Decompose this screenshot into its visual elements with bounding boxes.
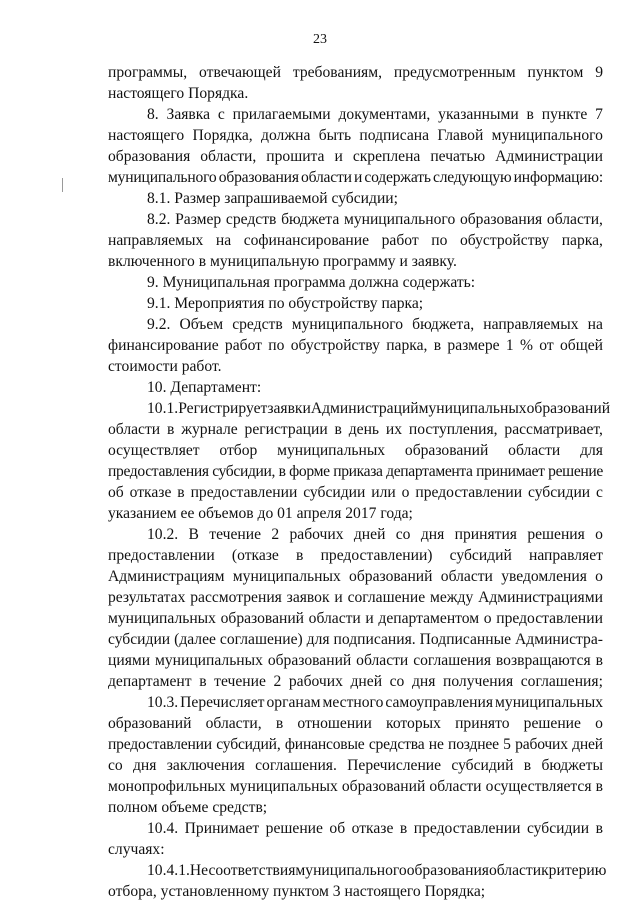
text-line: включенного в муниципальную программу и заявку. xyxy=(108,253,457,270)
text-line: об отказе в предоставлении субсидии или о предоставлении субсидии с xyxy=(108,484,603,501)
text-line: Администрациям муниципальных образований области уведомления о xyxy=(108,568,603,585)
text-line: отбора, установленному пунктом 3 настоящего Порядка; xyxy=(108,883,486,900)
text-line: финансирование работ по обустройству парка, в размере 1 % от общей xyxy=(108,337,603,354)
text-line: настоящего Порядка, должна быть подписана Главой муниципального xyxy=(108,127,603,144)
text-line: 9. Муниципальная программа должна содержать: xyxy=(147,274,476,291)
text-line: предоставления субсидии, в форме приказа департамента принимает решение xyxy=(108,463,603,480)
text-line: департамент в течение 2 рабочих дней со дня получения соглашения; xyxy=(108,673,603,690)
text-line: 10.1. Регистрирует заявки Администраций муниципальных образований xyxy=(147,400,611,417)
text-line: 10.2. В течение 2 рабочих дней со дня принятия решения о xyxy=(147,526,603,543)
margin-mark xyxy=(62,178,63,192)
page-number: 23 xyxy=(313,32,327,47)
text-line: 9.2. Объем средств муниципального бюджета, направляемых на xyxy=(147,316,603,333)
text-line: 10. Департамент: xyxy=(147,379,262,396)
text-line: 9.1. Мероприятия по обустройству парка; xyxy=(147,295,424,312)
text-line: субсидии (далее соглашение) для подписания. Подписанные Администра- xyxy=(108,631,603,648)
text-line: результатах рассмотрения заявок и соглашение между Администрациями xyxy=(108,589,603,606)
text-line: 10.3. Перечисляет органам местного самоуправления муниципальных xyxy=(147,694,603,711)
text-line: указанием ее объемов до 01 апреля 2017 года; xyxy=(108,505,413,522)
text-line: направляемых на софинансирование работ по обустройству парка, xyxy=(108,232,603,249)
text-line: образования области, прошита и скреплена печатью Администрации xyxy=(108,148,603,165)
text-line: циями муниципальных образований области соглашения возвращаются в xyxy=(108,652,603,669)
text-line: 8. Заявка с прилагаемыми документами, указанными в пункте 7 xyxy=(147,106,603,123)
text-line: 10.4. Принимает решение об отказе в предоставлении субсидии в xyxy=(147,820,603,837)
text-line: монопрофильных муниципальных образований области осуществляется в xyxy=(108,778,603,795)
text-line: 10.4.1. Несоответствия муниципального образования области критерию xyxy=(147,862,607,879)
text-line: программы, отвечающей требованиям, предусмотренным пунктом 9 xyxy=(108,64,603,81)
text-line: области в журнале регистрации в день их поступления, рассматривает, xyxy=(108,421,603,438)
text-line: случаях: xyxy=(108,841,165,858)
text-line: стоимости работ. xyxy=(108,358,222,375)
text-line: осуществляет отбор муниципальных образований области для xyxy=(108,442,603,459)
text-line: муниципального образования области и содержать следующую информацию: xyxy=(108,169,603,186)
text-line: образований области, в отношении которых принято решение о xyxy=(108,715,603,732)
text-line: предоставлении (отказе в предоставлении) субсидий направляет xyxy=(108,547,603,564)
text-line: со дня заключения соглашения. Перечисление субсидий в бюджеты xyxy=(108,757,603,774)
text-line: 8.2. Размер средств бюджета муниципального образования области, xyxy=(147,211,603,228)
text-line: 8.1. Размер запрашиваемой субсидии; xyxy=(147,190,398,207)
text-line: настоящего Порядка. xyxy=(108,85,249,102)
text-line: предоставлении субсидий, финансовые средства не позднее 5 рабочих дней xyxy=(108,736,603,753)
text-line: полном объеме средств; xyxy=(108,799,268,816)
text-line: муниципальных образований области и департаментом о предоставлении xyxy=(108,610,603,627)
